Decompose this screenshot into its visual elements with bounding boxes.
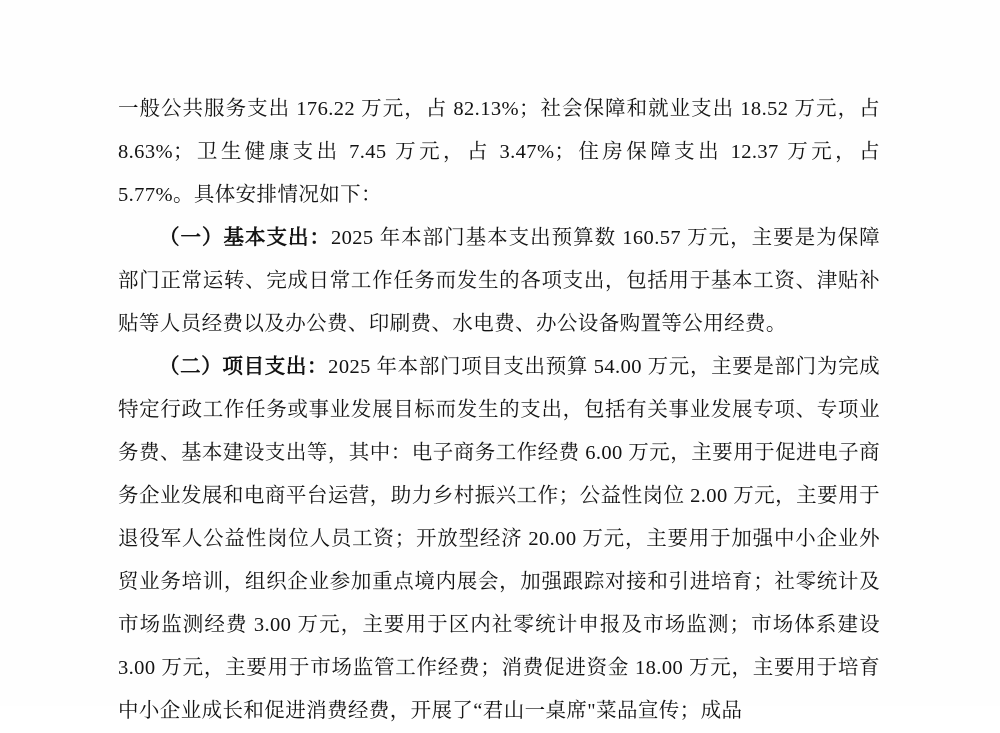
paragraph-2-lead: （一）基本支出： [159,227,331,249]
paragraph-2-text: 2025 年本部门基本支出预算数 160.57 万元，主要是为保障部门正常运转、完成日常工作任务而发生的各项支出，包括用于基本工资、津贴补贴等人员经费以及办公费、印刷费、水电费、办公设备购置等公用经费。 [118,227,881,335]
paragraph-2 [118,217,880,346]
paragraph-3-lead: （二）项目支出： [159,356,329,378]
paragraph-1 [118,88,880,217]
document-body [118,88,880,733]
paragraph-3-text: 2025 年本部门项目支出预算 54.00 万元，主要是部门为完成特定行政工作任务或事业发展目标而发生的支出，包括有关事业发展专项、专项业务费、基本建设支出等，其中：电子商务工作经费 6.00 万元，主要用于促进电子商务企业发展和电商平台运营，助力乡村振兴工作；公益性岗位 2.00 万元，主要用于退役军人公益性岗位人员工资；开放型经济 20.00 万元，主要用于加强中小企业外贸业务培训，组织企业参加重点境内展会，加强跟踪对接和引进培育；社零统计及市场监测经费 3.00 万元，主要用于区内社零统计申报及市场监测；市场体系建设 3.00 万元，主要用于市场监管工作经费；消费促进资金 18.00 万元，主要用于培育中小企业成长和促进消费经费，开展了“君山一桌席"菜品宣传；成品 [118,356,881,722]
paragraph-1-text: 一般公共服务支出 176.22 万元，占 82.13%；社会保障和就业支出 18.52 万元，占 8.63%；卫生健康支出 7.45 万元，占 3.47%；住房保障支出 12.37 万元，占 5.77%。具体安排情况如下： [118,98,880,206]
paragraph-3 [118,346,880,733]
